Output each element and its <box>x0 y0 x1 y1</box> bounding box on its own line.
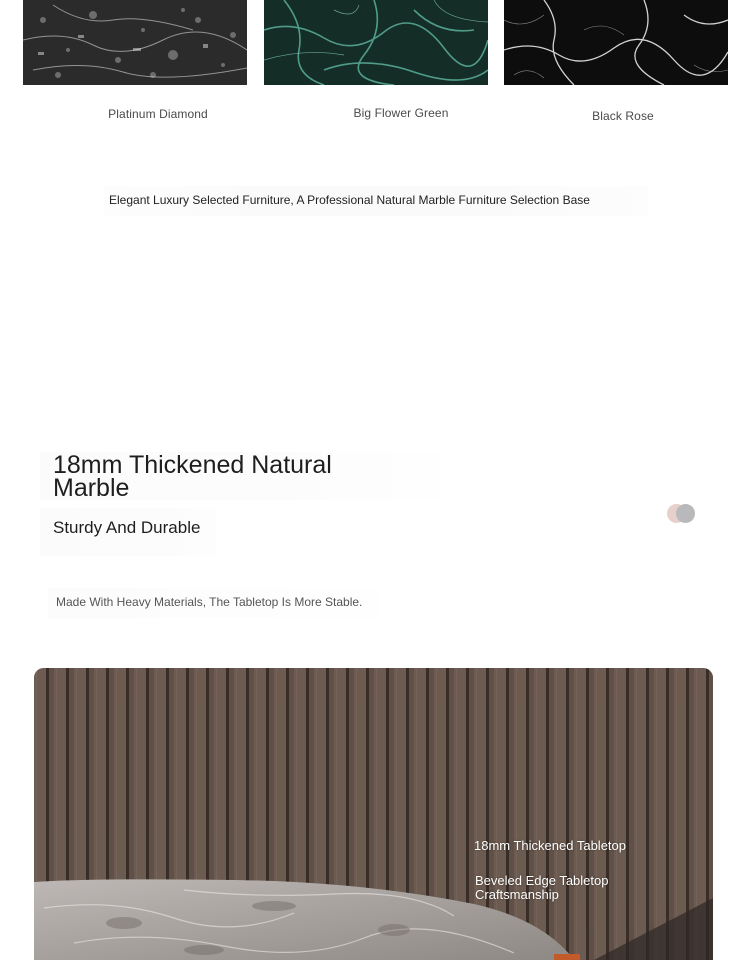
swatch-black-rose[interactable] <box>504 0 728 85</box>
hero-image <box>34 668 713 960</box>
swatch-label-platinum-diamond: Platinum Diamond <box>108 107 208 121</box>
platinum-diamond-texture <box>23 0 247 85</box>
feature-title: 18mm Thickened Natural Marble <box>53 451 332 502</box>
swatch-label-big-flower-green: Big Flower Green <box>353 106 449 120</box>
hero-label-beveled-edge: Beveled Edge Tabletop Craftsmanship <box>475 873 609 902</box>
feature-subtitle-block <box>40 508 216 556</box>
feature-subtitle: Sturdy And Durable <box>53 518 201 537</box>
big-flower-green-texture <box>264 0 488 85</box>
tagline: Elegant Luxury Selected Furniture, A Professional Natural Marble Furniture Selection Base <box>104 186 648 216</box>
color-options <box>667 504 707 524</box>
slatted-wall-marble-table-illustration <box>34 668 713 960</box>
hero-label-thickened-tabletop: 18mm Thickened Tabletop <box>474 838 627 853</box>
color-option-gray[interactable] <box>676 504 695 523</box>
swatch-big-flower-green[interactable] <box>264 0 488 85</box>
swatch-label-black-rose: Black Rose <box>592 109 654 123</box>
feature-description: Made With Heavy Materials, The Tabletop Is More Stable. <box>48 588 378 618</box>
feature-title-block <box>40 452 456 500</box>
black-rose-texture <box>504 0 728 85</box>
swatch-platinum-diamond[interactable] <box>23 0 247 85</box>
